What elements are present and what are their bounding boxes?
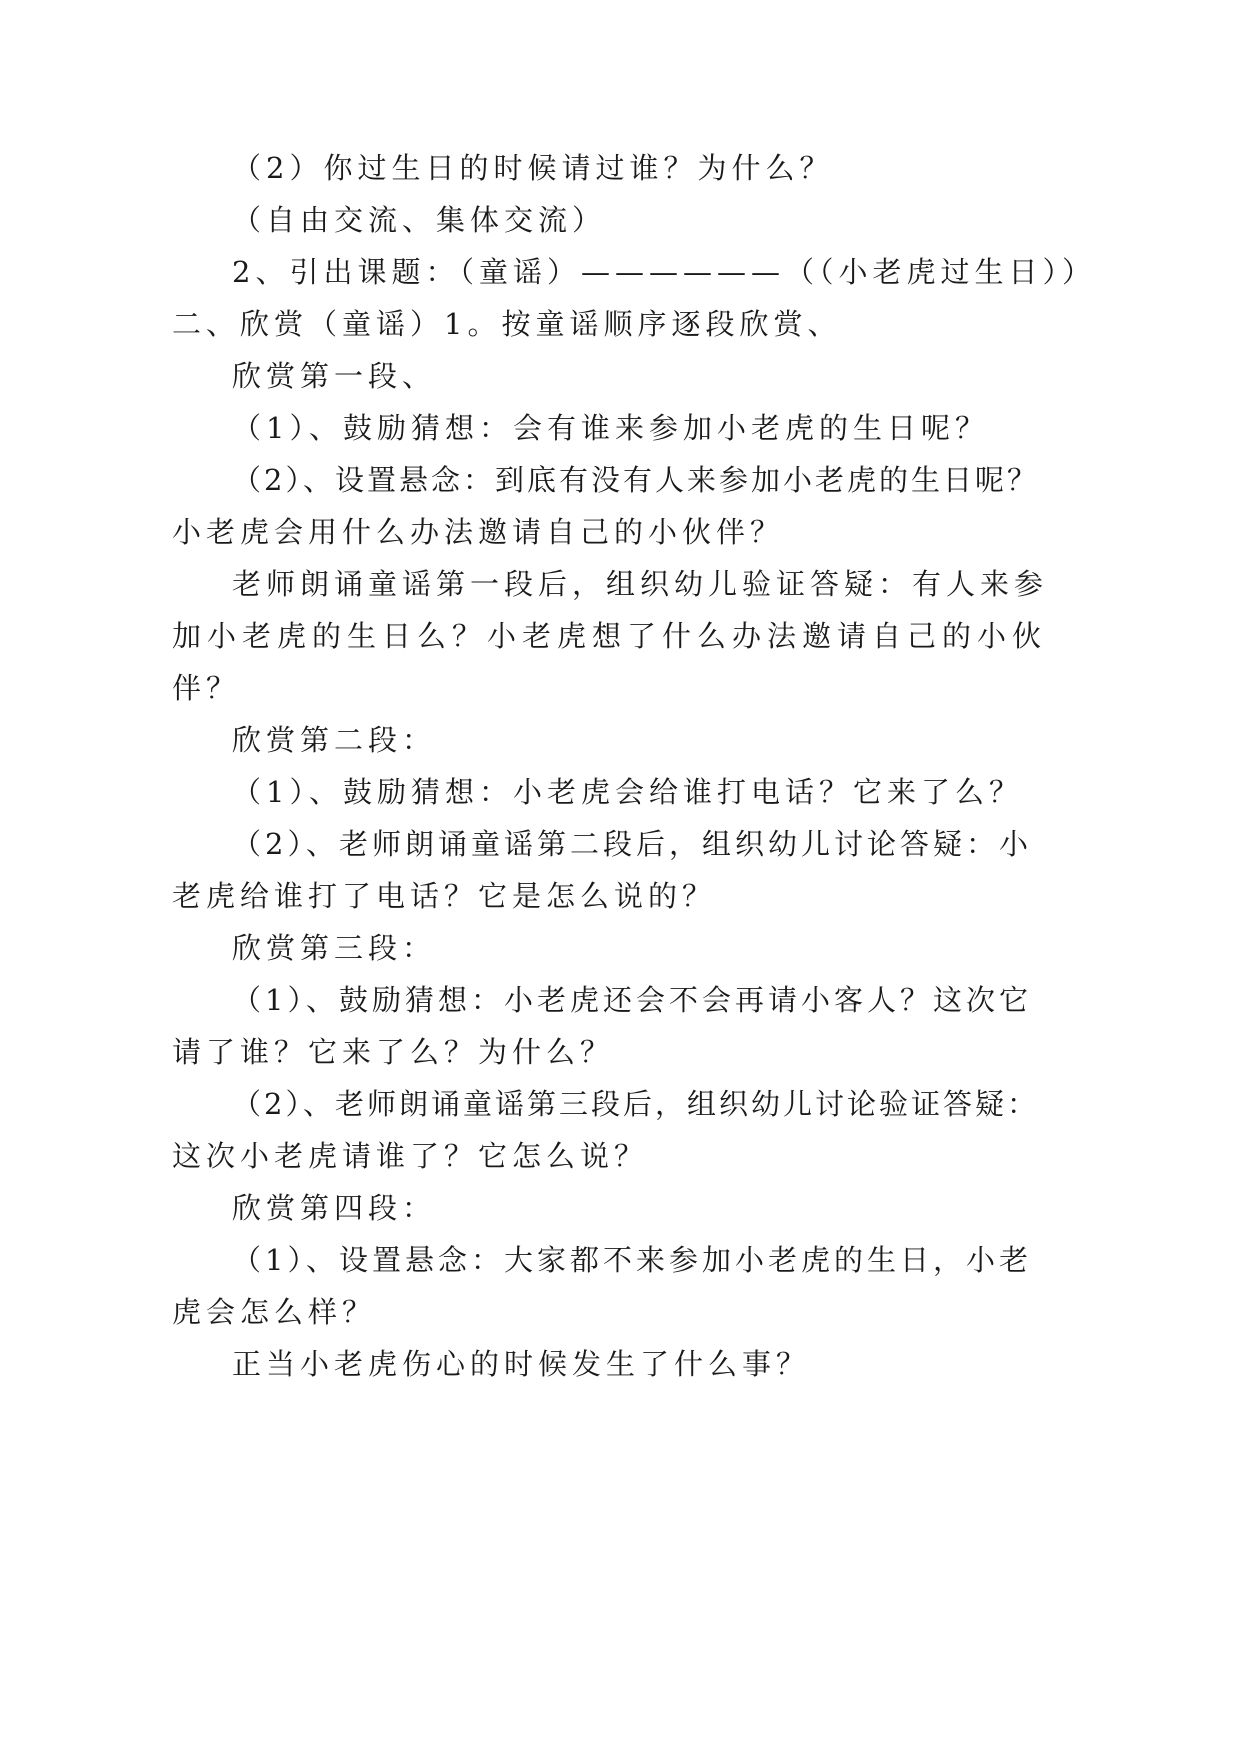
line-stanza-3-recite-cont: 这次小老虎请谁了？它怎么说？: [172, 1139, 649, 1173]
line-question-2: （2）你过生日的时候请过谁？为什么？: [232, 151, 834, 185]
line-stanza-4-heading: 欣赏第四段：: [232, 1191, 437, 1225]
line-stanza-3-recite: （2）、老师朗诵童谣第三段后，组织幼儿讨论验证答疑：: [232, 1087, 1039, 1121]
line-stanza-2-heading: 欣赏第二段：: [232, 723, 437, 757]
line-stanza-3-guess: （1）、鼓励猜想：小老虎还会不会再请小客人？这次它: [232, 983, 1032, 1017]
line-free-exchange: （自由交流、集体交流）: [232, 203, 607, 237]
line-stanza-2-guess: （1）、鼓励猜想：小老虎会给谁打电话？它来了么？: [232, 775, 1023, 809]
line-stanza-2-recite: （2）、老师朗诵童谣第二段后，组织幼儿讨论答疑：小: [232, 827, 1032, 861]
line-stanza-1-recite-end: 伴？: [172, 671, 241, 705]
line-stanza-3-guess-cont: 请了谁？它来了么？为什么？: [172, 1035, 615, 1069]
line-stanza-1-suspense: （2）、设置悬念：到底有没有人来参加小老虎的生日呢？: [232, 463, 1039, 497]
line-stanza-1-suspense-cont: 小老虎会用什么办法邀请自己的小伙伴？: [172, 515, 785, 549]
line-introduce-topic: 2、引出课题：（童谣）——————（（小老虎过生日））: [232, 255, 1096, 289]
line-stanza-1-recite-cont: 加小老虎的生日么？小老虎想了什么办法邀请自己的小伙: [172, 619, 1048, 653]
line-stanza-3-heading: 欣赏第三段：: [232, 931, 437, 965]
line-stanza-4-event: 正当小老虎伤心的时候发生了什么事？: [232, 1347, 811, 1381]
line-stanza-4-suspense: （1）、设置悬念：大家都不来参加小老虎的生日，小老: [232, 1243, 1032, 1277]
line-stanza-4-suspense-cont: 虎会怎么样？: [172, 1295, 377, 1329]
line-section-appreciate: 二、欣赏（童谣）1。按童谣顺序逐段欣赏、: [172, 307, 842, 341]
line-stanza-1-heading: 欣赏第一段、: [232, 359, 437, 393]
line-stanza-1-recite: 老师朗诵童谣第一段后，组织幼儿验证答疑：有人来参: [232, 567, 1049, 601]
line-stanza-1-guess: （1）、鼓励猜想：会有谁来参加小老虎的生日呢？: [232, 411, 989, 445]
line-stanza-2-recite-cont: 老虎给谁打了电话？它是怎么说的？: [172, 879, 717, 913]
